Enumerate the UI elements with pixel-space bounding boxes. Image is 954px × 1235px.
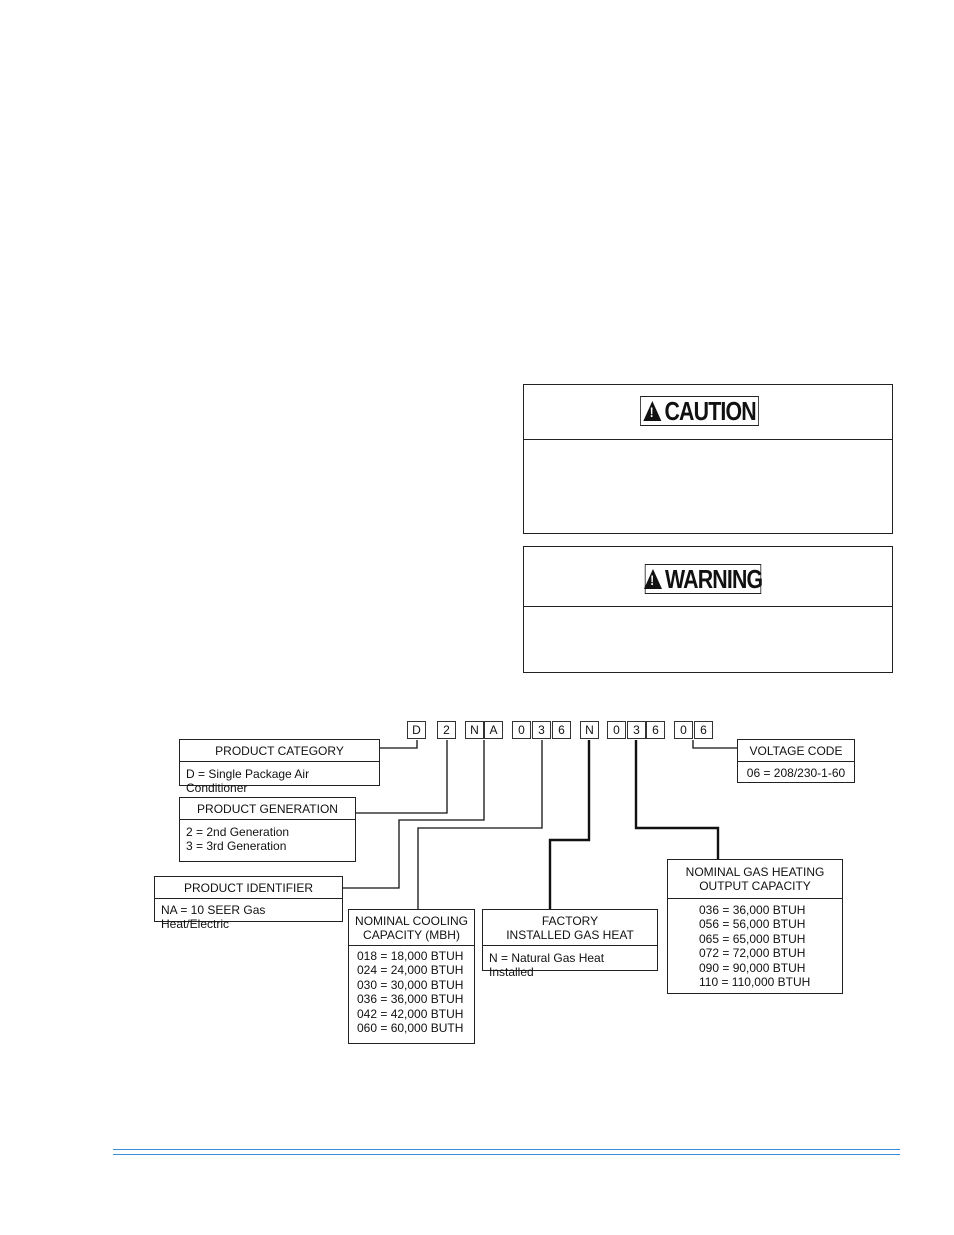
warning-triangle-icon: !: [644, 569, 662, 589]
caution-label: CAUTION: [664, 395, 756, 426]
factory-gas-heat-header: FACTORY: [541, 914, 599, 928]
code-cell: 0: [674, 721, 693, 739]
nominal-cooling-line: 030 = 30,000 BTUH: [357, 977, 464, 992]
nominal-gas-heating-line: 072 = 72,000 BTUH: [699, 946, 806, 961]
nominal-gas-heating-line: 110 = 110,000 BTUH: [699, 975, 811, 990]
nominal-cooling-header: NOMINAL COOLING: [355, 914, 468, 928]
code-cell: N: [580, 721, 599, 739]
code-cell: 3: [532, 721, 551, 739]
factory-gas-heat-line: N = Natural Gas Heat Installed: [489, 951, 605, 980]
voltage-code-box: [737, 739, 855, 783]
code-cell: 0: [512, 721, 531, 739]
nominal-gas-heating-line: 056 = 56,000 BTUH: [699, 917, 806, 932]
voltage-code-header: VOLTAGE CODE: [738, 740, 854, 762]
factory-gas-heat-header: INSTALLED GAS HEAT: [506, 928, 634, 942]
footer-rule-thin: [113, 1154, 900, 1155]
warning-label: WARNING: [665, 563, 763, 594]
product-generation-line: 3 = 3rd Generation: [186, 839, 287, 854]
code-cell: 6: [694, 721, 713, 739]
voltage-code-line: 06 = 208/230-1-60: [746, 766, 846, 780]
nominal-gas-heating-header: NOMINAL GAS HEATING: [685, 865, 825, 879]
nominal-cooling-line: 036 = 36,000 BTUH: [357, 992, 464, 1007]
nominal-gas-heating-line: 090 = 90,000 BTUH: [699, 960, 806, 975]
product-generation-line: 2 = 2nd Generation: [186, 825, 290, 839]
code-cell: D: [407, 721, 426, 739]
code-cell: 2: [437, 721, 456, 739]
nominal-cooling-line: 042 = 42,000 BTUH: [357, 1006, 464, 1021]
product-generation-header: PRODUCT GENERATION: [180, 798, 355, 820]
nominal-gas-heating-line: 065 = 65,000 BTUH: [699, 931, 806, 946]
nominal-gas-heating-header: OUTPUT CAPACITY: [699, 879, 811, 893]
code-cell: 6: [646, 721, 665, 739]
code-cell: 6: [552, 721, 571, 739]
product-identifier-line: NA = 10 SEER Gas Heat/Electric: [161, 903, 266, 932]
nominal-cooling-box: [348, 909, 475, 1044]
footer-rule: [113, 1149, 900, 1150]
code-cell: 3: [627, 721, 646, 739]
code-cell: A: [484, 721, 503, 739]
code-cell: N: [465, 721, 484, 739]
code-cell: 0: [607, 721, 626, 739]
nominal-cooling-line: 024 = 24,000 BTUH: [357, 963, 464, 978]
nominal-cooling-line: 018 = 18,000 BTUH: [357, 949, 464, 963]
factory-gas-heat-box: [482, 909, 658, 980]
warning-triangle-icon: !: [643, 401, 661, 421]
product-identifier-box: [154, 876, 343, 932]
nominal-cooling-line: 060 = 60,000 BUTH: [357, 1021, 464, 1036]
product-category-box: [179, 739, 380, 796]
product-generation-box: [179, 797, 356, 862]
product-category-line: D = Single Package Air Conditioner: [186, 767, 310, 796]
product-identifier-header: PRODUCT IDENTIFIER: [155, 877, 342, 899]
nominal-cooling-header: CAPACITY (MBH): [363, 928, 460, 942]
product-category-header: PRODUCT CATEGORY: [180, 740, 379, 762]
nominal-gas-heating-line: 036 = 36,000 BTUH: [699, 903, 806, 917]
nominal-gas-heating-box: [667, 859, 843, 994]
